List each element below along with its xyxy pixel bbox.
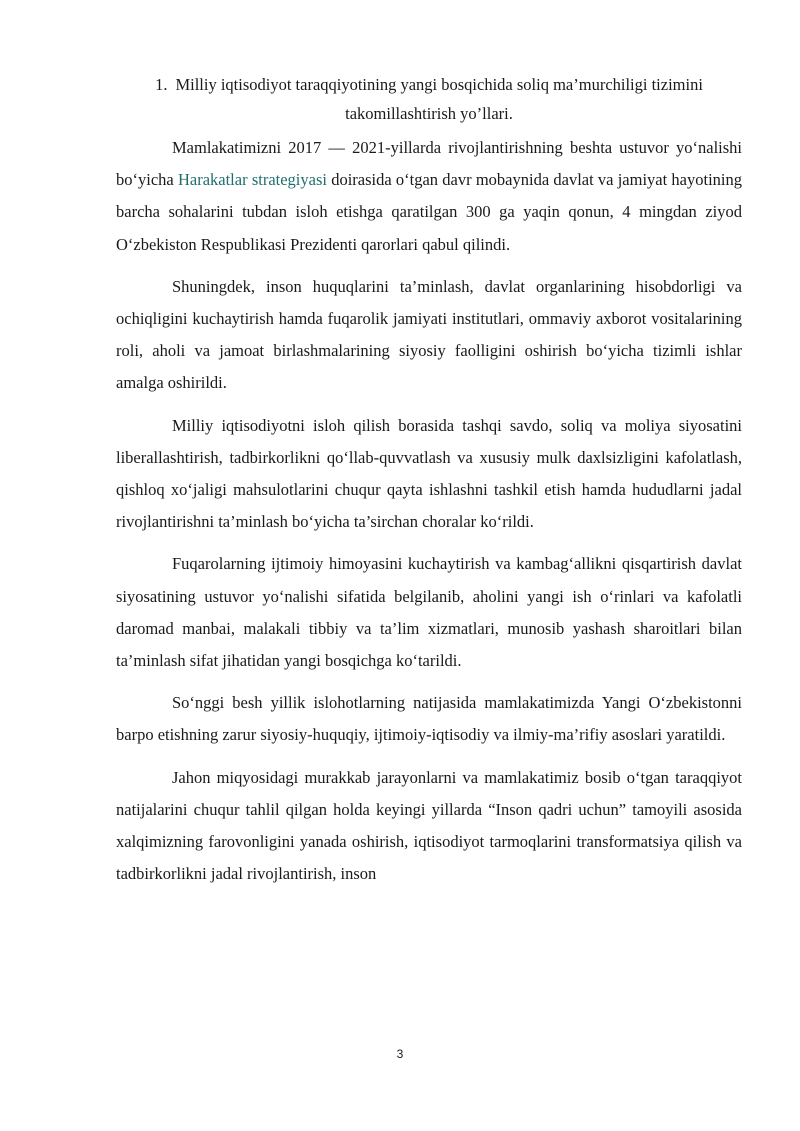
section-heading bbox=[116, 70, 742, 128]
paragraph-1-start: Mamlakatimizni 2017 — 2021-yillarda rivojlantirishning beshta ustuvor yo‘nalishi bo‘yicha bbox=[116, 138, 742, 190]
paragraph-6: Jahon miqyosidagi murakkab jarayonlarni va mamlakatimiz bosib o‘tgan taraqqiyot natijalarini chuqur tahlil qilgan holda keyingi yillarda “Inson qadri uchun” tamoyili asosida xalqimizning farovonligini yanada oshirish, iqtisodiyot tarmoqlarini transformatsiya qilish va tadbirkorlikni jadal rivojlantirish, inson bbox=[116, 767, 742, 884]
paragraph-4: Fuqarolarning ijtimoiy himoyasini kuchaytirish va kambag‘allikni qisqartirish davlat siyosatining ustuvor yo‘nalishi sifatida belgilanib, aholini yangi ish o‘rinlari va kafolatli daromad manbai, malakali tibbiy va ta’lim xizmatlari, munosib yashash sharoitlari bilan ta’minlash sifat jihatidan yangi bosqichga ko‘tarildi. bbox=[116, 554, 742, 671]
paragraph-1-end: doirasida o‘tgan davr mobaynida davlat va jamiyat hayotining barcha sohalarini tubdan isloh etishga qaratilgan 300 ga yaqin qonun, 4 mingdan ziyod O‘zbekiston Respublikasi Prezidenti qarorlari qabul qilindi. bbox=[116, 170, 743, 254]
strategy-link[interactable]: Harakatlar strategiyasi bbox=[177, 170, 327, 190]
paragraph-2: Shuningdek, inson huquqlarini ta’minlash, davlat organlarining hisobdorligi va ochiqligini kuchaytirish hamda fuqarolik jamiyati institutlari, ommaviy axborot vositalarining roli, aholi va jamoat birlashmalarining siyosiy faolligini oshirish bo‘yicha tizimli ishlar amalga oshirildi. bbox=[116, 276, 742, 393]
paragraph-5: So‘nggi besh yillik islohotlarning natijasida mamlakatimizda Yangi O‘zbekistonni barpo etishning zarur siyosiy-huquqiy, ijtimoiy-iqtisodiy va ilmiy-ma’rifiy asoslari yaratildi. bbox=[116, 693, 742, 745]
heading-text: Milliy iqtisodiyot taraqqiyotining yangi bosqichida soliq ma’murchiligi tizimini takomillashtirish yo’llari. bbox=[175, 75, 703, 123]
paragraph-3: Milliy iqtisodiyotni isloh qilish borasida tashqi savdo, soliq va moliya siyosatini liberallashtirish, tadbirkorlikni qo‘llab-quvvatlash va xususiy mulk daxlsizligini kafolatlash, qishloq xo‘jaligi mahsulotlarini chuqur qayta ishlashni tashkil etish hamda hududlarni jadal rivojlantirishni ta’minlash bo‘yicha ta’sirchan choralar ko‘rildi. bbox=[116, 415, 742, 532]
page-number: 3 bbox=[396, 1047, 404, 1061]
heading-number: 1. bbox=[155, 75, 168, 94]
paragraph-1 bbox=[116, 132, 742, 261]
document-page bbox=[116, 70, 742, 900]
